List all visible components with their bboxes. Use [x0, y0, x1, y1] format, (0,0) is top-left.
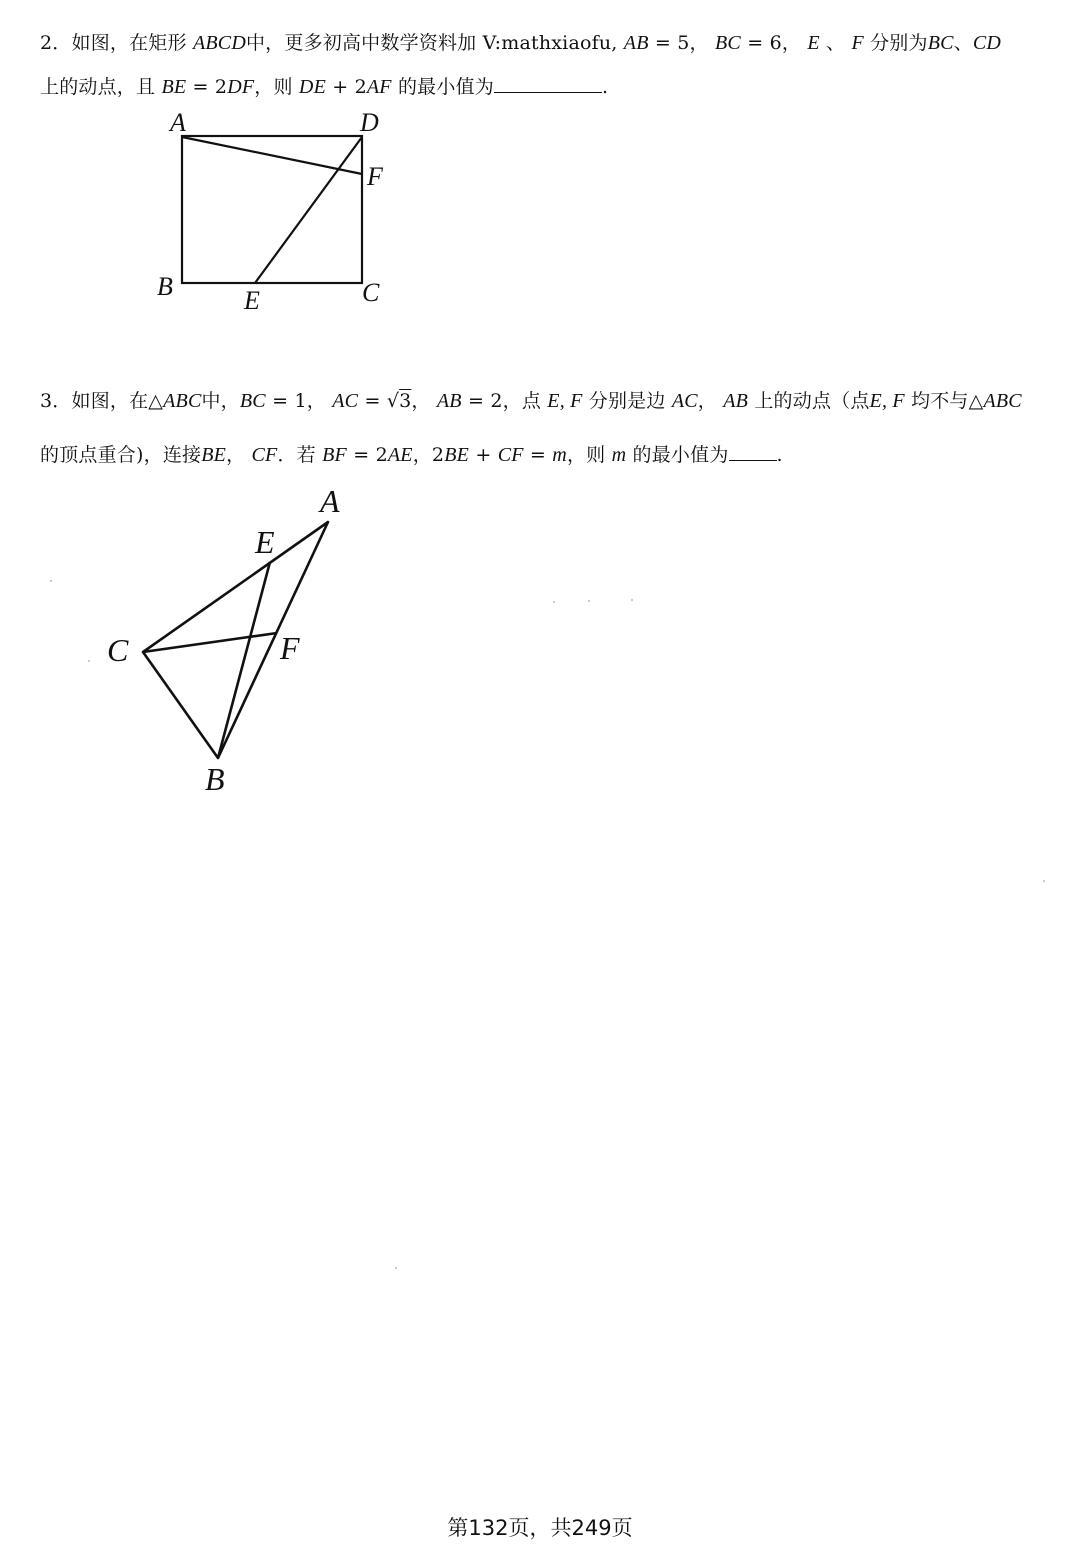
label-E: E	[244, 286, 260, 315]
label-C: C	[107, 632, 129, 668]
problem-2-line-2: 上的动点，且 BE = 2DF，则 DE + 2AF 的最小值为 .	[40, 76, 609, 98]
label-A: A	[320, 483, 340, 519]
figure-3-triangle	[143, 522, 328, 758]
scan-speck	[395, 1267, 397, 1269]
segment-be	[218, 562, 270, 758]
scan-speck	[88, 660, 90, 662]
scan-speck	[1043, 880, 1045, 882]
page-footer: 第132页，共249页	[447, 1516, 633, 1540]
label-D: D	[360, 108, 379, 137]
label-E: E	[255, 524, 275, 560]
label-B: B	[157, 272, 173, 301]
scan-speck	[50, 580, 52, 582]
problem-2-line-1: 2．如图，在矩形 ABCD中，更多初高中数学资料加 V:mathxiaofu, AB = 5， BC = 6， E 、 F 分别为BC、CD	[40, 32, 1002, 54]
label-B: B	[205, 761, 225, 797]
segment-af	[182, 137, 362, 174]
scan-speck	[631, 599, 633, 601]
label-A: A	[170, 108, 186, 137]
label-F: F	[280, 630, 300, 666]
label-F: F	[367, 162, 383, 191]
label-C: C	[362, 278, 380, 307]
problem-3-line-1: 3．如图，在△ABC中，BC = 1， AC = √3， AB = 2，点 E, F 分别是边 AC， AB 上的动点（点E, F 均不与△ABC	[40, 390, 1022, 412]
segment-cf	[143, 633, 277, 652]
scan-speck	[588, 600, 590, 602]
scan-speck	[553, 601, 555, 603]
segment-de	[255, 137, 362, 283]
figure-2-rectangle	[182, 136, 362, 283]
sqrt-symbol: √3	[386, 390, 412, 412]
problem-3-line-2: 的顶点重合)，连接BE， CF．若 BF = 2AE，2BE + CF = m，则 m 的最小值为 .	[40, 444, 783, 466]
